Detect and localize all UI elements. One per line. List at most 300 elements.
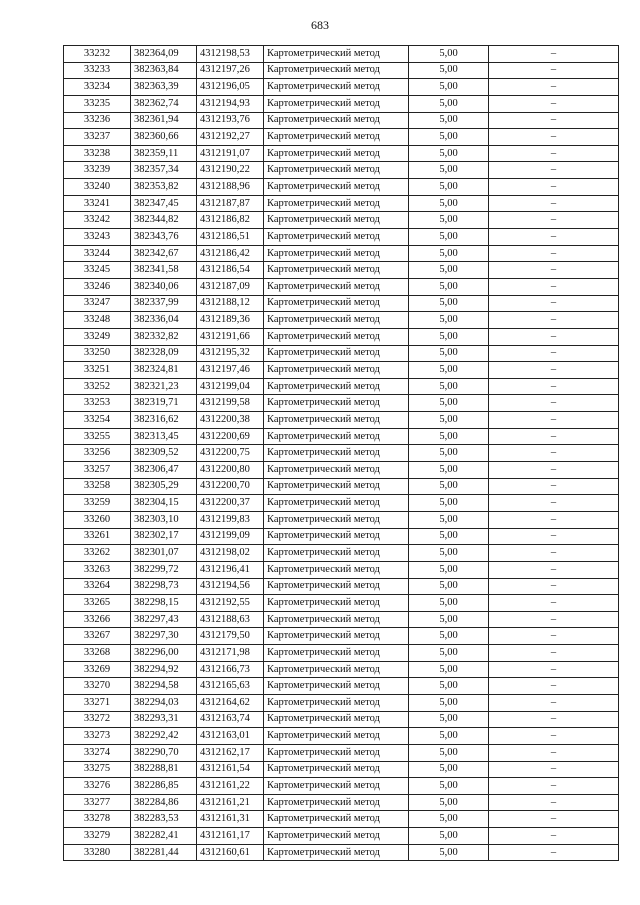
y-coordinate-cell: 4312191,07 — [197, 145, 264, 162]
accuracy-cell: 5,00 — [409, 95, 489, 112]
accuracy-cell: 5,00 — [409, 511, 489, 528]
accuracy-cell: 5,00 — [409, 295, 489, 312]
x-coordinate-cell: 382282,41 — [131, 828, 197, 845]
method-cell: Картометрический метод — [264, 362, 409, 379]
x-coordinate-cell: 382292,42 — [131, 728, 197, 745]
y-coordinate-cell: 4312200,37 — [197, 495, 264, 512]
y-coordinate-cell: 4312199,09 — [197, 528, 264, 545]
x-coordinate-cell: 382362,74 — [131, 95, 197, 112]
extra-cell: – — [489, 728, 619, 745]
method-cell: Картометрический метод — [264, 295, 409, 312]
extra-cell: – — [489, 711, 619, 728]
x-coordinate-cell: 382304,15 — [131, 495, 197, 512]
point-number-cell: 33241 — [64, 195, 131, 212]
x-coordinate-cell: 382299,72 — [131, 561, 197, 578]
method-cell: Картометрический метод — [264, 595, 409, 612]
point-number-cell: 33259 — [64, 495, 131, 512]
y-coordinate-cell: 4312164,62 — [197, 694, 264, 711]
table-row — [64, 611, 619, 628]
accuracy-cell: 5,00 — [409, 412, 489, 429]
accuracy-cell: 5,00 — [409, 179, 489, 196]
x-coordinate-cell: 382297,30 — [131, 628, 197, 645]
accuracy-cell: 5,00 — [409, 129, 489, 146]
accuracy-cell: 5,00 — [409, 828, 489, 845]
table-row — [64, 145, 619, 162]
x-coordinate-cell: 382336,04 — [131, 312, 197, 329]
method-cell: Картометрический метод — [264, 62, 409, 79]
method-cell: Картометрический метод — [264, 578, 409, 595]
table-row — [64, 728, 619, 745]
table-row — [64, 661, 619, 678]
accuracy-cell: 5,00 — [409, 345, 489, 362]
accuracy-cell: 5,00 — [409, 844, 489, 861]
accuracy-cell: 5,00 — [409, 495, 489, 512]
point-number-cell: 33273 — [64, 728, 131, 745]
x-coordinate-cell: 382359,11 — [131, 145, 197, 162]
method-cell: Картометрический метод — [264, 462, 409, 479]
y-coordinate-cell: 4312196,41 — [197, 561, 264, 578]
x-coordinate-cell: 382290,70 — [131, 744, 197, 761]
y-coordinate-cell: 4312161,21 — [197, 794, 264, 811]
method-cell: Картометрический метод — [264, 262, 409, 279]
y-coordinate-cell: 4312200,80 — [197, 462, 264, 479]
method-cell: Картометрический метод — [264, 678, 409, 695]
extra-cell: – — [489, 694, 619, 711]
table-row — [64, 328, 619, 345]
table-row — [64, 694, 619, 711]
y-coordinate-cell: 4312198,53 — [197, 46, 264, 63]
x-coordinate-cell: 382297,43 — [131, 611, 197, 628]
extra-cell: – — [489, 345, 619, 362]
point-number-cell: 33261 — [64, 528, 131, 545]
table-row — [64, 778, 619, 795]
table-row — [64, 162, 619, 179]
accuracy-cell: 5,00 — [409, 778, 489, 795]
accuracy-cell: 5,00 — [409, 328, 489, 345]
point-number-cell: 33239 — [64, 162, 131, 179]
table-row — [64, 478, 619, 495]
table-row — [64, 645, 619, 662]
point-number-cell: 33232 — [64, 46, 131, 63]
table-row — [64, 412, 619, 429]
extra-cell: – — [489, 46, 619, 63]
extra-cell: – — [489, 95, 619, 112]
method-cell: Картометрический метод — [264, 744, 409, 761]
point-number-cell: 33246 — [64, 278, 131, 295]
accuracy-cell: 5,00 — [409, 245, 489, 262]
method-cell: Картометрический метод — [264, 694, 409, 711]
y-coordinate-cell: 4312186,82 — [197, 212, 264, 229]
x-coordinate-cell: 382337,99 — [131, 295, 197, 312]
point-number-cell: 33237 — [64, 129, 131, 146]
extra-cell: – — [489, 645, 619, 662]
table-row — [64, 744, 619, 761]
x-coordinate-cell: 382294,92 — [131, 661, 197, 678]
x-coordinate-cell: 382319,71 — [131, 395, 197, 412]
table-row — [64, 79, 619, 96]
point-number-cell: 33250 — [64, 345, 131, 362]
method-cell: Картометрический метод — [264, 811, 409, 828]
table-row — [64, 578, 619, 595]
accuracy-cell: 5,00 — [409, 628, 489, 645]
extra-cell: – — [489, 828, 619, 845]
point-number-cell: 33274 — [64, 744, 131, 761]
accuracy-cell: 5,00 — [409, 62, 489, 79]
x-coordinate-cell: 382343,76 — [131, 229, 197, 246]
y-coordinate-cell: 4312163,01 — [197, 728, 264, 745]
accuracy-cell: 5,00 — [409, 462, 489, 479]
y-coordinate-cell: 4312200,69 — [197, 428, 264, 445]
y-coordinate-cell: 4312199,58 — [197, 395, 264, 412]
extra-cell: – — [489, 528, 619, 545]
y-coordinate-cell: 4312200,38 — [197, 412, 264, 429]
extra-cell: – — [489, 511, 619, 528]
point-number-cell: 33234 — [64, 79, 131, 96]
extra-cell: – — [489, 595, 619, 612]
extra-cell: – — [489, 295, 619, 312]
x-coordinate-cell: 382302,17 — [131, 528, 197, 545]
y-coordinate-cell: 4312188,96 — [197, 179, 264, 196]
method-cell: Картометрический метод — [264, 79, 409, 96]
point-number-cell: 33249 — [64, 328, 131, 345]
method-cell: Картометрический метод — [264, 378, 409, 395]
extra-cell: – — [489, 362, 619, 379]
table-row — [64, 794, 619, 811]
y-coordinate-cell: 4312171,98 — [197, 645, 264, 662]
table-row — [64, 495, 619, 512]
y-coordinate-cell: 4312194,56 — [197, 578, 264, 595]
table-row — [64, 445, 619, 462]
x-coordinate-cell: 382344,82 — [131, 212, 197, 229]
extra-cell: – — [489, 229, 619, 246]
y-coordinate-cell: 4312196,05 — [197, 79, 264, 96]
method-cell: Картометрический метод — [264, 628, 409, 645]
point-number-cell: 33272 — [64, 711, 131, 728]
x-coordinate-cell: 382288,81 — [131, 761, 197, 778]
extra-cell: – — [489, 245, 619, 262]
point-number-cell: 33264 — [64, 578, 131, 595]
extra-cell: – — [489, 62, 619, 79]
point-number-cell: 33265 — [64, 595, 131, 612]
accuracy-cell: 5,00 — [409, 694, 489, 711]
y-coordinate-cell: 4312198,02 — [197, 545, 264, 562]
extra-cell: – — [489, 761, 619, 778]
extra-cell: – — [489, 478, 619, 495]
table-row — [64, 46, 619, 63]
accuracy-cell: 5,00 — [409, 528, 489, 545]
x-coordinate-cell: 382361,94 — [131, 112, 197, 129]
point-number-cell: 33244 — [64, 245, 131, 262]
x-coordinate-cell: 382342,67 — [131, 245, 197, 262]
extra-cell: – — [489, 462, 619, 479]
extra-cell: – — [489, 328, 619, 345]
point-number-cell: 33240 — [64, 179, 131, 196]
accuracy-cell: 5,00 — [409, 195, 489, 212]
table-row — [64, 229, 619, 246]
method-cell: Картометрический метод — [264, 112, 409, 129]
extra-cell: – — [489, 495, 619, 512]
y-coordinate-cell: 4312163,74 — [197, 711, 264, 728]
y-coordinate-cell: 4312166,73 — [197, 661, 264, 678]
point-number-cell: 33253 — [64, 395, 131, 412]
extra-cell: – — [489, 678, 619, 695]
x-coordinate-cell: 382364,09 — [131, 46, 197, 63]
accuracy-cell: 5,00 — [409, 46, 489, 63]
extra-cell: – — [489, 794, 619, 811]
accuracy-cell: 5,00 — [409, 428, 489, 445]
x-coordinate-cell: 382360,66 — [131, 129, 197, 146]
table-row — [64, 395, 619, 412]
y-coordinate-cell: 4312187,87 — [197, 195, 264, 212]
accuracy-cell: 5,00 — [409, 278, 489, 295]
extra-cell: – — [489, 179, 619, 196]
y-coordinate-cell: 4312161,17 — [197, 828, 264, 845]
accuracy-cell: 5,00 — [409, 162, 489, 179]
method-cell: Картометрический метод — [264, 711, 409, 728]
method-cell: Картометрический метод — [264, 395, 409, 412]
method-cell: Картометрический метод — [264, 844, 409, 861]
accuracy-cell: 5,00 — [409, 794, 489, 811]
point-number-cell: 33257 — [64, 462, 131, 479]
accuracy-cell: 5,00 — [409, 728, 489, 745]
table-row — [64, 711, 619, 728]
y-coordinate-cell: 4312197,26 — [197, 62, 264, 79]
extra-cell: – — [489, 79, 619, 96]
x-coordinate-cell: 382324,81 — [131, 362, 197, 379]
method-cell: Картометрический метод — [264, 95, 409, 112]
extra-cell: – — [489, 412, 619, 429]
extra-cell: – — [489, 778, 619, 795]
y-coordinate-cell: 4312199,83 — [197, 511, 264, 528]
page-number: 683 — [311, 18, 329, 32]
accuracy-cell: 5,00 — [409, 761, 489, 778]
table-row — [64, 595, 619, 612]
x-coordinate-cell: 382353,82 — [131, 179, 197, 196]
extra-cell: – — [489, 129, 619, 146]
extra-cell: – — [489, 611, 619, 628]
table-row — [64, 62, 619, 79]
extra-cell: – — [489, 162, 619, 179]
point-number-cell: 33271 — [64, 694, 131, 711]
y-coordinate-cell: 4312192,55 — [197, 595, 264, 612]
method-cell: Картометрический метод — [264, 828, 409, 845]
accuracy-cell: 5,00 — [409, 561, 489, 578]
x-coordinate-cell: 382294,03 — [131, 694, 197, 711]
x-coordinate-cell: 382281,44 — [131, 844, 197, 861]
x-coordinate-cell: 382340,06 — [131, 278, 197, 295]
method-cell: Картометрический метод — [264, 278, 409, 295]
point-number-cell: 33279 — [64, 828, 131, 845]
y-coordinate-cell: 4312200,70 — [197, 478, 264, 495]
method-cell: Картометрический метод — [264, 312, 409, 329]
method-cell: Картометрический метод — [264, 778, 409, 795]
x-coordinate-cell: 382305,29 — [131, 478, 197, 495]
method-cell: Картометрический метод — [264, 645, 409, 662]
y-coordinate-cell: 4312192,27 — [197, 129, 264, 146]
point-number-cell: 33245 — [64, 262, 131, 279]
x-coordinate-cell: 382286,85 — [131, 778, 197, 795]
extra-cell: – — [489, 744, 619, 761]
extra-cell: – — [489, 378, 619, 395]
extra-cell: – — [489, 262, 619, 279]
accuracy-cell: 5,00 — [409, 744, 489, 761]
point-number-cell: 33243 — [64, 229, 131, 246]
point-number-cell: 33252 — [64, 378, 131, 395]
method-cell: Картометрический метод — [264, 545, 409, 562]
point-number-cell: 33268 — [64, 645, 131, 662]
accuracy-cell: 5,00 — [409, 145, 489, 162]
x-coordinate-cell: 382363,39 — [131, 79, 197, 96]
extra-cell: – — [489, 844, 619, 861]
y-coordinate-cell: 4312187,09 — [197, 278, 264, 295]
table-row — [64, 828, 619, 845]
y-coordinate-cell: 4312179,50 — [197, 628, 264, 645]
extra-cell: – — [489, 445, 619, 462]
table-row — [64, 528, 619, 545]
x-coordinate-cell: 382328,09 — [131, 345, 197, 362]
point-number-cell: 33258 — [64, 478, 131, 495]
y-coordinate-cell: 4312193,76 — [197, 112, 264, 129]
x-coordinate-cell: 382296,00 — [131, 645, 197, 662]
accuracy-cell: 5,00 — [409, 378, 489, 395]
method-cell: Картометрический метод — [264, 46, 409, 63]
method-cell: Картометрический метод — [264, 561, 409, 578]
x-coordinate-cell: 382283,53 — [131, 811, 197, 828]
method-cell: Картометрический метод — [264, 761, 409, 778]
point-number-cell: 33242 — [64, 212, 131, 229]
extra-cell: – — [489, 811, 619, 828]
x-coordinate-cell: 382303,10 — [131, 511, 197, 528]
point-number-cell: 33236 — [64, 112, 131, 129]
method-cell: Картометрический метод — [264, 728, 409, 745]
method-cell: Картометрический метод — [264, 661, 409, 678]
table-row — [64, 278, 619, 295]
accuracy-cell: 5,00 — [409, 545, 489, 562]
table-row — [64, 112, 619, 129]
point-number-cell: 33267 — [64, 628, 131, 645]
point-number-cell: 33260 — [64, 511, 131, 528]
x-coordinate-cell: 382357,34 — [131, 162, 197, 179]
table-row — [64, 95, 619, 112]
method-cell: Картометрический метод — [264, 478, 409, 495]
accuracy-cell: 5,00 — [409, 229, 489, 246]
y-coordinate-cell: 4312161,54 — [197, 761, 264, 778]
table-row — [64, 295, 619, 312]
y-coordinate-cell: 4312189,36 — [197, 312, 264, 329]
accuracy-cell: 5,00 — [409, 595, 489, 612]
x-coordinate-cell: 382321,23 — [131, 378, 197, 395]
y-coordinate-cell: 4312195,32 — [197, 345, 264, 362]
table-row — [64, 811, 619, 828]
y-coordinate-cell: 4312186,42 — [197, 245, 264, 262]
y-coordinate-cell: 4312161,31 — [197, 811, 264, 828]
table-row — [64, 678, 619, 695]
x-coordinate-cell: 382298,15 — [131, 595, 197, 612]
table-row — [64, 561, 619, 578]
x-coordinate-cell: 382316,62 — [131, 412, 197, 429]
method-cell: Картометрический метод — [264, 345, 409, 362]
accuracy-cell: 5,00 — [409, 445, 489, 462]
x-coordinate-cell: 382363,84 — [131, 62, 197, 79]
point-number-cell: 33251 — [64, 362, 131, 379]
table-row — [64, 545, 619, 562]
table-row — [64, 245, 619, 262]
point-number-cell: 33280 — [64, 844, 131, 861]
method-cell: Картометрический метод — [264, 611, 409, 628]
extra-cell: – — [489, 395, 619, 412]
y-coordinate-cell: 4312194,93 — [197, 95, 264, 112]
extra-cell: – — [489, 661, 619, 678]
accuracy-cell: 5,00 — [409, 478, 489, 495]
x-coordinate-cell: 382306,47 — [131, 462, 197, 479]
extra-cell: – — [489, 145, 619, 162]
point-number-cell: 33235 — [64, 95, 131, 112]
accuracy-cell: 5,00 — [409, 578, 489, 595]
point-number-cell: 33270 — [64, 678, 131, 695]
accuracy-cell: 5,00 — [409, 362, 489, 379]
extra-cell: – — [489, 278, 619, 295]
method-cell: Картометрический метод — [264, 195, 409, 212]
method-cell: Картометрический метод — [264, 129, 409, 146]
table-row — [64, 345, 619, 362]
x-coordinate-cell: 382301,07 — [131, 545, 197, 562]
y-coordinate-cell: 4312200,75 — [197, 445, 264, 462]
point-number-cell: 33247 — [64, 295, 131, 312]
table-row — [64, 179, 619, 196]
accuracy-cell: 5,00 — [409, 811, 489, 828]
method-cell: Картометрический метод — [264, 445, 409, 462]
accuracy-cell: 5,00 — [409, 611, 489, 628]
y-coordinate-cell: 4312161,22 — [197, 778, 264, 795]
table-row — [64, 129, 619, 146]
accuracy-cell: 5,00 — [409, 395, 489, 412]
point-number-cell: 33269 — [64, 661, 131, 678]
y-coordinate-cell: 4312197,46 — [197, 362, 264, 379]
y-coordinate-cell: 4312191,66 — [197, 328, 264, 345]
table-row — [64, 195, 619, 212]
method-cell: Картометрический метод — [264, 212, 409, 229]
x-coordinate-cell: 382284,86 — [131, 794, 197, 811]
x-coordinate-cell: 382313,45 — [131, 428, 197, 445]
table-row — [64, 212, 619, 229]
table-row — [64, 312, 619, 329]
method-cell: Картометрический метод — [264, 495, 409, 512]
extra-cell: – — [489, 428, 619, 445]
table-row — [64, 378, 619, 395]
point-number-cell: 33238 — [64, 145, 131, 162]
y-coordinate-cell: 4312186,51 — [197, 229, 264, 246]
point-number-cell: 33233 — [64, 62, 131, 79]
table-row — [64, 761, 619, 778]
point-number-cell: 33275 — [64, 761, 131, 778]
x-coordinate-cell: 382347,45 — [131, 195, 197, 212]
table-row — [64, 262, 619, 279]
method-cell: Картометрический метод — [264, 511, 409, 528]
method-cell: Картометрический метод — [264, 328, 409, 345]
y-coordinate-cell: 4312188,12 — [197, 295, 264, 312]
table-row — [64, 844, 619, 861]
x-coordinate-cell: 382298,73 — [131, 578, 197, 595]
method-cell: Картометрический метод — [264, 412, 409, 429]
extra-cell: – — [489, 195, 619, 212]
point-number-cell: 33263 — [64, 561, 131, 578]
point-number-cell: 33248 — [64, 312, 131, 329]
table-body — [64, 46, 619, 861]
accuracy-cell: 5,00 — [409, 262, 489, 279]
x-coordinate-cell: 382294,58 — [131, 678, 197, 695]
extra-cell: – — [489, 578, 619, 595]
y-coordinate-cell: 4312186,54 — [197, 262, 264, 279]
